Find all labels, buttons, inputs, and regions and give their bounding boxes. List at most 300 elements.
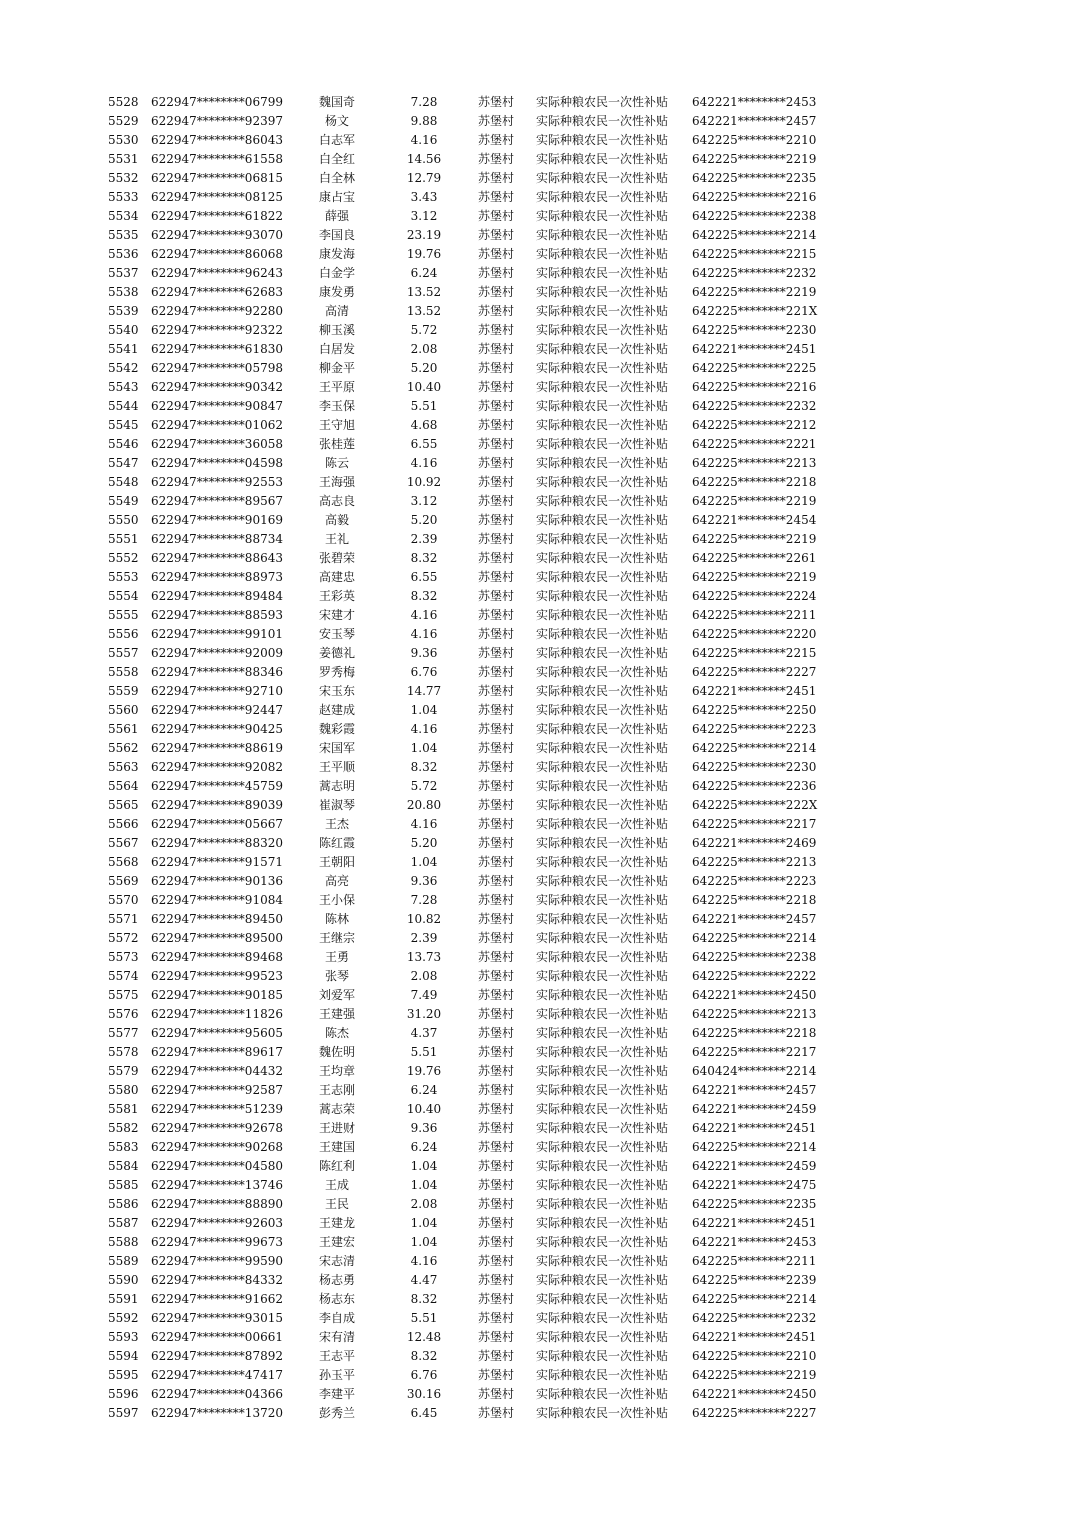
row-number: 5537 [108, 266, 139, 280]
village-name: 苏堡村 [477, 798, 514, 812]
table-row [0, 1195, 1074, 1214]
id-number: 642225********2223 [692, 722, 817, 736]
subsidy-type: 实际种粮农民一次性补贴 [536, 836, 669, 850]
village-name: 苏堡村 [477, 1368, 514, 1382]
village-name: 苏堡村 [477, 684, 514, 698]
row-number: 5580 [108, 1083, 139, 1097]
id-number: 642225********2217 [692, 817, 817, 831]
row-number: 5571 [108, 912, 139, 926]
village-name: 苏堡村 [477, 1349, 514, 1363]
row-number: 5558 [108, 665, 139, 679]
subsidy-amount: 4.16 [410, 722, 438, 736]
recipient-name: 蒿志荣 [318, 1102, 355, 1116]
id-number: 642225********2219 [692, 570, 817, 584]
table-row [0, 1100, 1074, 1119]
subsidy-amount: 4.37 [410, 1026, 438, 1040]
table-row [0, 112, 1074, 131]
subsidy-amount: 9.36 [410, 874, 438, 888]
subsidy-amount: 5.51 [410, 1311, 438, 1325]
subsidy-type: 实际种粮农民一次性补贴 [536, 608, 669, 622]
subsidy-amount: 2.39 [410, 532, 438, 546]
subsidy-type: 实际种粮农民一次性补贴 [536, 1159, 669, 1173]
village-name: 苏堡村 [477, 304, 514, 318]
account-number: 622947********90268 [151, 1140, 283, 1154]
table-row [0, 169, 1074, 188]
village-name: 苏堡村 [477, 1387, 514, 1401]
recipient-name: 王志刚 [318, 1083, 355, 1097]
recipient-name: 王继宗 [318, 931, 355, 945]
recipient-name: 杨文 [324, 114, 349, 128]
row-number: 5590 [108, 1273, 139, 1287]
id-number: 642225********2250 [692, 703, 817, 717]
table-row [0, 663, 1074, 682]
id-number: 642221********2475 [692, 1178, 817, 1192]
recipient-name: 张琴 [324, 969, 349, 983]
subsidy-type: 实际种粮农民一次性补贴 [536, 228, 669, 242]
subsidy-type: 实际种粮农民一次性补贴 [536, 912, 669, 926]
table-row [0, 644, 1074, 663]
account-number: 622947********99673 [151, 1235, 283, 1249]
table-row [0, 454, 1074, 473]
account-number: 622947********99523 [151, 969, 283, 983]
row-number: 5544 [108, 399, 139, 413]
subsidy-amount: 6.45 [410, 1406, 438, 1420]
account-number: 622947********92009 [151, 646, 283, 660]
account-number: 622947********92082 [151, 760, 283, 774]
table-row [0, 150, 1074, 169]
subsidy-amount: 19.76 [406, 1064, 442, 1078]
account-number: 622947********99590 [151, 1254, 283, 1268]
account-number: 622947********36058 [151, 437, 283, 451]
table-row [0, 986, 1074, 1005]
recipient-name: 白全林 [318, 171, 355, 185]
account-number: 622947********13720 [151, 1406, 283, 1420]
recipient-name: 白居发 [318, 342, 355, 356]
account-number: 622947********90847 [151, 399, 283, 413]
subsidy-amount: 1.04 [410, 1178, 438, 1192]
village-name: 苏堡村 [477, 418, 514, 432]
id-number: 642225********2214 [692, 931, 817, 945]
subsidy-amount: 10.40 [406, 380, 442, 394]
table-row [0, 701, 1074, 720]
account-number: 622947********86043 [151, 133, 283, 147]
recipient-name: 蒿志明 [318, 779, 355, 793]
village-name: 苏堡村 [477, 437, 514, 451]
id-number: 642225********2210 [692, 1349, 817, 1363]
subsidy-type: 实际种粮农民一次性补贴 [536, 532, 669, 546]
subsidy-type: 实际种粮农民一次性补贴 [536, 893, 669, 907]
table-row [0, 283, 1074, 302]
row-number: 5538 [108, 285, 139, 299]
village-name: 苏堡村 [477, 1007, 514, 1021]
village-name: 苏堡村 [477, 589, 514, 603]
id-number: 642221********2459 [692, 1102, 817, 1116]
recipient-name: 王建龙 [318, 1216, 355, 1230]
recipient-name: 王平原 [318, 380, 355, 394]
table-row [0, 416, 1074, 435]
recipient-name: 陈红霞 [318, 836, 355, 850]
subsidy-type: 实际种粮农民一次性补贴 [536, 798, 669, 812]
subsidy-type: 实际种粮农民一次性补贴 [536, 494, 669, 508]
id-number: 642221********2459 [692, 1159, 817, 1173]
village-name: 苏堡村 [477, 152, 514, 166]
recipient-name: 王建国 [318, 1140, 355, 1154]
account-number: 622947********96243 [151, 266, 283, 280]
table-row [0, 739, 1074, 758]
village-name: 苏堡村 [477, 665, 514, 679]
subsidy-amount: 5.51 [410, 399, 438, 413]
recipient-name: 宋玉东 [318, 684, 355, 698]
row-number: 5593 [108, 1330, 139, 1344]
subsidy-type: 实际种粮农民一次性补贴 [536, 722, 669, 736]
subsidy-amount: 5.72 [410, 323, 438, 337]
account-number: 622947********88593 [151, 608, 283, 622]
id-number: 642221********2469 [692, 836, 817, 850]
subsidy-type: 实际种粮农民一次性补贴 [536, 209, 669, 223]
row-number: 5529 [108, 114, 139, 128]
subsidy-type: 实际种粮农民一次性补贴 [536, 665, 669, 679]
recipient-name: 白金学 [318, 266, 355, 280]
recipient-name: 王建宏 [318, 1235, 355, 1249]
account-number: 622947********89468 [151, 950, 283, 964]
row-number: 5535 [108, 228, 139, 242]
recipient-name: 柳金平 [318, 361, 355, 375]
subsidy-type: 实际种粮农民一次性补贴 [536, 969, 669, 983]
recipient-name: 陈林 [324, 912, 349, 926]
subsidy-type: 实际种粮农民一次性补贴 [536, 95, 669, 109]
id-number: 642225********2211 [692, 608, 817, 622]
village-name: 苏堡村 [477, 1083, 514, 1097]
recipient-name: 王志平 [318, 1349, 355, 1363]
row-number: 5575 [108, 988, 139, 1002]
table-row [0, 1404, 1074, 1423]
account-number: 622947********88346 [151, 665, 283, 679]
subsidy-amount: 4.16 [410, 817, 438, 831]
recipient-name: 高志良 [318, 494, 355, 508]
subsidy-amount: 3.43 [410, 190, 438, 204]
subsidy-type: 实际种粮农民一次性补贴 [536, 950, 669, 964]
subsidy-type: 实际种粮农民一次性补贴 [536, 190, 669, 204]
table-row [0, 302, 1074, 321]
subsidy-type: 实际种粮农民一次性补贴 [536, 988, 669, 1002]
id-number: 642225********222X [692, 798, 818, 812]
account-number: 622947********89039 [151, 798, 283, 812]
row-number: 5588 [108, 1235, 139, 1249]
subsidy-amount: 14.56 [406, 152, 442, 166]
subsidy-amount: 1.04 [410, 855, 438, 869]
account-number: 622947********05667 [151, 817, 283, 831]
id-number: 642221********2451 [692, 684, 817, 698]
account-number: 622947********11826 [151, 1007, 283, 1021]
account-number: 622947********04580 [151, 1159, 283, 1173]
village-name: 苏堡村 [477, 1273, 514, 1287]
row-number: 5572 [108, 931, 139, 945]
account-number: 622947********61830 [151, 342, 283, 356]
subsidy-amount: 6.24 [410, 266, 438, 280]
subsidy-type: 实际种粮农民一次性补贴 [536, 570, 669, 584]
id-number: 642225********2238 [692, 209, 817, 223]
subsidy-amount: 10.82 [406, 912, 442, 926]
row-number: 5554 [108, 589, 139, 603]
row-number: 5545 [108, 418, 139, 432]
id-number: 642221********2451 [692, 1330, 817, 1344]
table-row [0, 93, 1074, 112]
table-row [0, 587, 1074, 606]
recipient-name: 彭秀兰 [318, 1406, 355, 1420]
id-number: 642221********2454 [692, 513, 817, 527]
account-number: 622947********01062 [151, 418, 283, 432]
id-number: 642225********2224 [692, 589, 817, 603]
subsidy-amount: 20.80 [406, 798, 442, 812]
id-number: 642225********2216 [692, 380, 817, 394]
row-number: 5530 [108, 133, 139, 147]
recipient-name: 高建忠 [318, 570, 355, 584]
subsidy-type: 实际种粮农民一次性补贴 [536, 1292, 669, 1306]
subsidy-type: 实际种粮农民一次性补贴 [536, 760, 669, 774]
account-number: 622947********88890 [151, 1197, 283, 1211]
row-number: 5587 [108, 1216, 139, 1230]
village-name: 苏堡村 [477, 760, 514, 774]
recipient-name: 宋建才 [318, 608, 355, 622]
account-number: 622947********92322 [151, 323, 283, 337]
table-row [0, 777, 1074, 796]
id-number: 642225********2219 [692, 152, 817, 166]
village-name: 苏堡村 [477, 988, 514, 1002]
table-row [0, 872, 1074, 891]
account-number: 622947********92678 [151, 1121, 283, 1135]
subsidy-type: 实际种粮农民一次性补贴 [536, 475, 669, 489]
village-name: 苏堡村 [477, 1140, 514, 1154]
account-number: 622947********90342 [151, 380, 283, 394]
account-number: 622947********87892 [151, 1349, 283, 1363]
subsidy-type: 实际种粮农民一次性补贴 [536, 1026, 669, 1040]
id-number: 642225********2218 [692, 893, 817, 907]
id-number: 642225********2215 [692, 646, 817, 660]
account-number: 622947********88320 [151, 836, 283, 850]
recipient-name: 陈杰 [324, 1026, 349, 1040]
subsidy-type: 实际种粮农民一次性补贴 [536, 380, 669, 394]
subsidy-type: 实际种粮农民一次性补贴 [536, 703, 669, 717]
subsidy-type: 实际种粮农民一次性补贴 [536, 1368, 669, 1382]
subsidy-type: 实际种粮农民一次性补贴 [536, 1064, 669, 1078]
id-number: 642225********2214 [692, 1140, 817, 1154]
recipient-name: 李自成 [318, 1311, 355, 1325]
village-name: 苏堡村 [477, 1254, 514, 1268]
table-row [0, 264, 1074, 283]
id-number: 642225********2222 [692, 969, 817, 983]
account-number: 622947********88643 [151, 551, 283, 565]
account-number: 622947********47417 [151, 1368, 283, 1382]
account-number: 622947********92603 [151, 1216, 283, 1230]
village-name: 苏堡村 [477, 1216, 514, 1230]
recipient-name: 王杰 [324, 817, 349, 831]
id-number: 642225********2232 [692, 399, 817, 413]
table-row [0, 929, 1074, 948]
id-number: 642225********2217 [692, 1045, 817, 1059]
recipient-name: 王彩英 [318, 589, 355, 603]
village-name: 苏堡村 [477, 1311, 514, 1325]
recipient-name: 李玉保 [318, 399, 355, 413]
table-row [0, 378, 1074, 397]
id-number: 642225********2212 [692, 418, 817, 432]
table-row [0, 530, 1074, 549]
village-name: 苏堡村 [477, 190, 514, 204]
subsidy-type: 实际种粮农民一次性补贴 [536, 1197, 669, 1211]
account-number: 622947********90136 [151, 874, 283, 888]
account-number: 622947********92280 [151, 304, 283, 318]
recipient-name: 陈云 [324, 456, 349, 470]
row-number: 5595 [108, 1368, 139, 1382]
row-number: 5567 [108, 836, 139, 850]
id-number: 642225********2213 [692, 456, 817, 470]
village-name: 苏堡村 [477, 1026, 514, 1040]
subsidy-amount: 5.51 [410, 1045, 438, 1059]
account-number: 622947********92397 [151, 114, 283, 128]
row-number: 5592 [108, 1311, 139, 1325]
account-number: 622947********92587 [151, 1083, 283, 1097]
account-number: 622947********88619 [151, 741, 283, 755]
id-number: 642221********2457 [692, 1083, 817, 1097]
village-name: 苏堡村 [477, 1102, 514, 1116]
village-name: 苏堡村 [477, 456, 514, 470]
table-row [0, 188, 1074, 207]
subsidy-amount: 3.12 [410, 494, 438, 508]
row-number: 5597 [108, 1406, 139, 1420]
id-number: 642221********2453 [692, 1235, 817, 1249]
row-number: 5556 [108, 627, 139, 641]
subsidy-amount: 9.36 [410, 1121, 438, 1135]
table-row [0, 625, 1074, 644]
subsidy-type: 实际种粮农民一次性补贴 [536, 1349, 669, 1363]
row-number: 5559 [108, 684, 139, 698]
id-number: 642225********2213 [692, 855, 817, 869]
subsidy-type: 实际种粮农民一次性补贴 [536, 874, 669, 888]
account-number: 622947********05798 [151, 361, 283, 375]
subsidy-amount: 13.52 [406, 304, 442, 318]
id-number: 642225********2214 [692, 228, 817, 242]
row-number: 5560 [108, 703, 139, 717]
village-name: 苏堡村 [477, 836, 514, 850]
village-name: 苏堡村 [477, 285, 514, 299]
village-name: 苏堡村 [477, 817, 514, 831]
row-number: 5582 [108, 1121, 139, 1135]
row-number: 5557 [108, 646, 139, 660]
row-number: 5563 [108, 760, 139, 774]
village-name: 苏堡村 [477, 1406, 514, 1420]
account-number: 622947********91084 [151, 893, 283, 907]
subsidy-type: 实际种粮农民一次性补贴 [536, 627, 669, 641]
recipient-name: 白志军 [318, 133, 355, 147]
row-number: 5542 [108, 361, 139, 375]
account-number: 622947********91662 [151, 1292, 283, 1306]
id-number: 642225********2232 [692, 1311, 817, 1325]
recipient-name: 李建平 [318, 1387, 355, 1401]
id-number: 642221********2453 [692, 95, 817, 109]
recipient-name: 赵建成 [318, 703, 355, 717]
village-name: 苏堡村 [477, 703, 514, 717]
subsidy-type: 实际种粮农民一次性补贴 [536, 171, 669, 185]
subsidy-type: 实际种粮农民一次性补贴 [536, 1178, 669, 1192]
table-row [0, 1119, 1074, 1138]
recipient-name: 孙玉平 [318, 1368, 355, 1382]
village-name: 苏堡村 [477, 931, 514, 945]
id-number: 642225********2239 [692, 1273, 817, 1287]
account-number: 622947********45759 [151, 779, 283, 793]
subsidy-type: 实际种粮农民一次性补贴 [536, 779, 669, 793]
recipient-name: 高清 [324, 304, 349, 318]
account-number: 622947********89567 [151, 494, 283, 508]
table-row [0, 606, 1074, 625]
village-name: 苏堡村 [477, 950, 514, 964]
village-name: 苏堡村 [477, 912, 514, 926]
subsidy-amount: 2.08 [410, 1197, 438, 1211]
table-row [0, 1081, 1074, 1100]
subsidy-amount: 1.04 [410, 703, 438, 717]
subsidy-amount: 10.40 [406, 1102, 442, 1116]
row-number: 5552 [108, 551, 139, 565]
subsidy-amount: 7.28 [410, 893, 438, 907]
subsidy-amount: 4.47 [410, 1273, 438, 1287]
village-name: 苏堡村 [477, 114, 514, 128]
village-name: 苏堡村 [477, 1159, 514, 1173]
id-number: 642221********2457 [692, 912, 817, 926]
subsidy-table [0, 93, 1074, 1423]
subsidy-amount: 2.39 [410, 931, 438, 945]
account-number: 622947********51239 [151, 1102, 283, 1116]
id-number: 642225********2223 [692, 874, 817, 888]
subsidy-amount: 7.49 [410, 988, 438, 1002]
id-number: 642225********2236 [692, 779, 817, 793]
id-number: 642225********2220 [692, 627, 817, 641]
row-number: 5574 [108, 969, 139, 983]
subsidy-type: 实际种粮农民一次性补贴 [536, 855, 669, 869]
row-number: 5576 [108, 1007, 139, 1021]
recipient-name: 王礼 [324, 532, 349, 546]
subsidy-type: 实际种粮农民一次性补贴 [536, 285, 669, 299]
id-number: 642225********2218 [692, 1026, 817, 1040]
subsidy-type: 实际种粮农民一次性补贴 [536, 133, 669, 147]
row-number: 5565 [108, 798, 139, 812]
subsidy-type: 实际种粮农民一次性补贴 [536, 1235, 669, 1249]
village-name: 苏堡村 [477, 228, 514, 242]
row-number: 5577 [108, 1026, 139, 1040]
village-name: 苏堡村 [477, 1178, 514, 1192]
account-number: 622947********62683 [151, 285, 283, 299]
village-name: 苏堡村 [477, 475, 514, 489]
table-row [0, 834, 1074, 853]
subsidy-type: 实际种粮农民一次性补贴 [536, 741, 669, 755]
subsidy-amount: 1.04 [410, 1159, 438, 1173]
table-row [0, 207, 1074, 226]
id-number: 642225********2227 [692, 1406, 817, 1420]
table-row [0, 568, 1074, 587]
id-number: 642225********2219 [692, 532, 817, 546]
id-number: 642225********2215 [692, 247, 817, 261]
subsidy-type: 实际种粮农民一次性补贴 [536, 1216, 669, 1230]
account-number: 622947********86068 [151, 247, 283, 261]
subsidy-type: 实际种粮农民一次性补贴 [536, 437, 669, 451]
subsidy-amount: 31.20 [406, 1007, 442, 1021]
row-number: 5584 [108, 1159, 139, 1173]
table-row [0, 1233, 1074, 1252]
row-number: 5534 [108, 209, 139, 223]
village-name: 苏堡村 [477, 627, 514, 641]
row-number: 5532 [108, 171, 139, 185]
row-number: 5589 [108, 1254, 139, 1268]
table-row [0, 1366, 1074, 1385]
subsidy-amount: 13.73 [406, 950, 442, 964]
id-number: 642225********2232 [692, 266, 817, 280]
